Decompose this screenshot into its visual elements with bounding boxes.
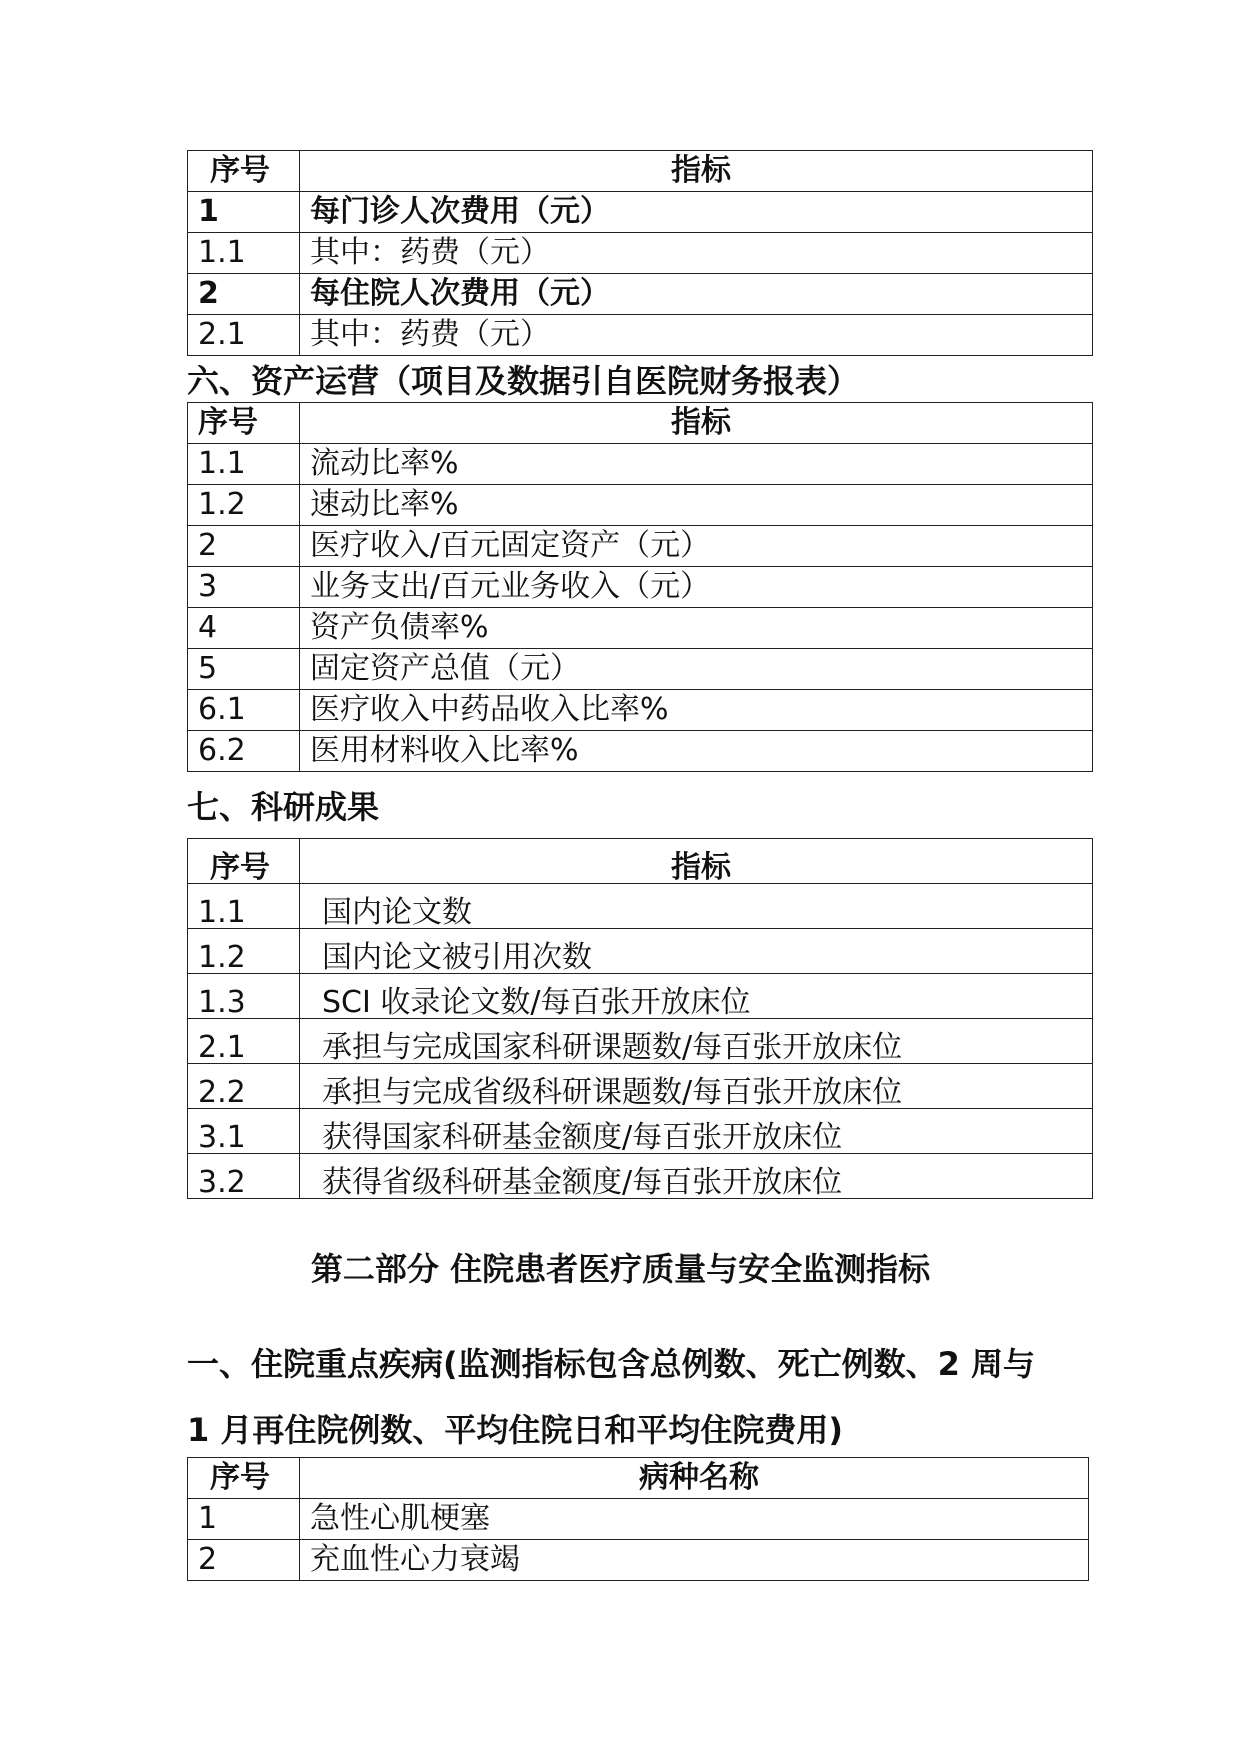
table-row [188, 1109, 1093, 1154]
table-row [188, 192, 1093, 233]
table-header-row [188, 839, 1093, 884]
table-header-row [188, 403, 1093, 444]
row-indicator: 获得国家科研基金额度/每百张开放床位 [300, 1109, 1093, 1154]
row-indicator: 医疗收入/百元固定资产（元） [300, 526, 1093, 567]
row-indicator: 其中：药费（元） [300, 233, 1093, 274]
table-row [188, 1019, 1093, 1064]
row-num: 1 [188, 1499, 300, 1540]
row-disease-name: 急性心肌梗塞 [300, 1499, 1089, 1540]
asset-table [187, 402, 1093, 772]
row-num: 1.1 [188, 233, 300, 274]
row-indicator: 流动比率% [300, 444, 1093, 485]
row-indicator: 国内论文数 [300, 884, 1093, 929]
row-num: 2.2 [188, 1064, 300, 1109]
fee-table [187, 150, 1093, 356]
section-7-title: 七、科研成果 [187, 788, 380, 826]
col-header-indicator: 指标 [300, 403, 1093, 444]
row-num: 3.2 [188, 1154, 300, 1199]
row-num: 2.1 [188, 1019, 300, 1064]
table-row [188, 731, 1093, 772]
row-indicator: 其中：药费（元） [300, 315, 1093, 356]
row-indicator: 承担与完成省级科研课题数/每百张开放床位 [300, 1064, 1093, 1109]
table-row [188, 567, 1093, 608]
row-num: 3 [188, 567, 300, 608]
row-num: 1 [188, 192, 300, 233]
row-indicator: 医疗收入中药品收入比率% [300, 690, 1093, 731]
research-table [187, 838, 1093, 1199]
row-indicator: 速动比率% [300, 485, 1093, 526]
table-row [188, 233, 1093, 274]
table-row [188, 315, 1093, 356]
row-num: 1.1 [188, 444, 300, 485]
table-row [188, 884, 1093, 929]
row-num: 2 [188, 526, 300, 567]
disease-table [187, 1457, 1089, 1581]
table-row [188, 690, 1093, 731]
row-num: 5 [188, 649, 300, 690]
table-row [188, 526, 1093, 567]
col-header-num: 序号 [188, 403, 300, 444]
row-indicator: 每门诊人次费用（元） [300, 192, 1093, 233]
row-num: 2 [188, 1540, 300, 1581]
row-indicator: 国内论文被引用次数 [300, 929, 1093, 974]
col-header-indicator: 指标 [300, 839, 1093, 884]
col-header-num: 序号 [188, 839, 300, 884]
row-num: 2 [188, 274, 300, 315]
row-indicator: 每住院人次费用（元） [300, 274, 1093, 315]
table-row [188, 608, 1093, 649]
row-indicator: SCI 收录论文数/每百张开放床位 [300, 974, 1093, 1019]
part-2-title: 第二部分 住院患者医疗质量与安全监测指标 [310, 1250, 931, 1288]
table-header-row [188, 1458, 1089, 1499]
row-num: 3.1 [188, 1109, 300, 1154]
table-row [188, 444, 1093, 485]
row-num: 1.2 [188, 485, 300, 526]
table-row [188, 485, 1093, 526]
section-6-title: 六、资产运营（项目及数据引自医院财务报表） [187, 362, 860, 400]
row-indicator: 承担与完成国家科研课题数/每百张开放床位 [300, 1019, 1093, 1064]
table-header-row [188, 151, 1093, 192]
row-indicator: 资产负债率% [300, 608, 1093, 649]
row-indicator: 获得省级科研基金额度/每百张开放床位 [300, 1154, 1093, 1199]
row-indicator: 业务支出/百元业务收入（元） [300, 567, 1093, 608]
col-header-num: 序号 [188, 1458, 300, 1499]
row-indicator: 固定资产总值（元） [300, 649, 1093, 690]
row-num: 6.1 [188, 690, 300, 731]
row-num: 2.1 [188, 315, 300, 356]
table-row [188, 929, 1093, 974]
row-num: 4 [188, 608, 300, 649]
row-num: 1.2 [188, 929, 300, 974]
table-row [188, 1154, 1093, 1199]
row-num: 6.2 [188, 731, 300, 772]
table-row [188, 974, 1093, 1019]
col-header-num: 序号 [188, 151, 300, 192]
row-num: 1.3 [188, 974, 300, 1019]
col-header-disease-name: 病种名称 [300, 1458, 1089, 1499]
col-header-indicator: 指标 [300, 151, 1093, 192]
section-1-title-line-1: 一、住院重点疾病(监测指标包含总例数、死亡例数、2 周与 [187, 1345, 1036, 1383]
row-num: 1.1 [188, 884, 300, 929]
table-row [188, 649, 1093, 690]
table-row [188, 1064, 1093, 1109]
section-1-title-line-2: 1 月再住院例数、平均住院日和平均住院费用) [187, 1411, 844, 1449]
table-row [188, 1540, 1089, 1581]
table-row [188, 274, 1093, 315]
table-row [188, 1499, 1089, 1540]
row-disease-name: 充血性心力衰竭 [300, 1540, 1089, 1581]
row-indicator: 医用材料收入比率% [300, 731, 1093, 772]
